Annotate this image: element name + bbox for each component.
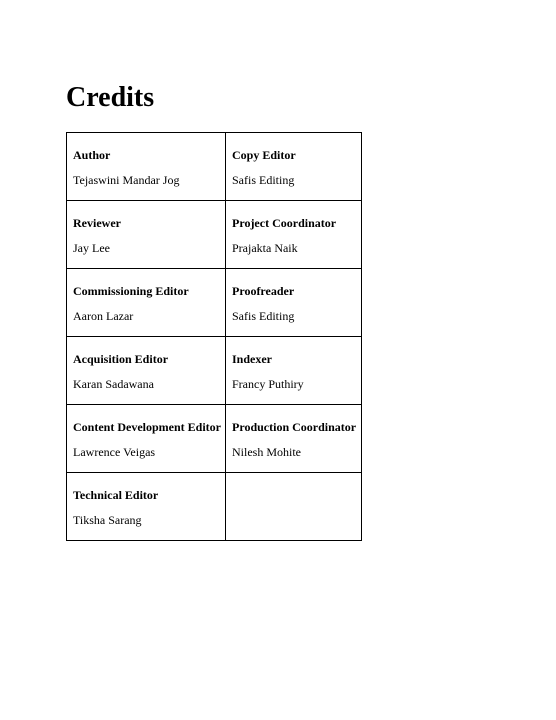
credit-name: Karan Sadawana	[73, 377, 154, 391]
credit-name: Tiksha Sarang	[73, 513, 142, 527]
table-row	[67, 133, 362, 201]
credit-cell	[67, 473, 226, 541]
table-row	[67, 269, 362, 337]
credit-role: Project Coordinator	[232, 216, 337, 230]
table-row	[67, 405, 362, 473]
credit-name: Prajakta Naik	[232, 241, 298, 255]
credit-cell	[67, 337, 226, 405]
credit-cell	[226, 201, 362, 269]
credit-name: Tejaswini Mandar Jog	[73, 173, 180, 187]
credit-name: Jay Lee	[73, 241, 110, 255]
empty-cell	[226, 473, 362, 541]
credit-cell	[226, 337, 362, 405]
page-title: Credits	[66, 82, 155, 113]
credit-role: Indexer	[232, 352, 272, 366]
table-row	[67, 201, 362, 269]
credit-cell	[226, 269, 362, 337]
credit-role: Copy Editor	[232, 148, 296, 162]
credit-role: Reviewer	[73, 216, 121, 230]
credit-role: Content Development Editor	[73, 420, 221, 434]
credit-cell	[67, 201, 226, 269]
credit-name: Safis Editing	[232, 309, 295, 323]
credit-role: Technical Editor	[73, 488, 159, 502]
credit-name: Francy Puthiry	[232, 377, 304, 391]
credit-role: Proofreader	[232, 284, 295, 298]
credit-role: Acquisition Editor	[73, 352, 169, 366]
credit-role: Commissioning Editor	[73, 284, 189, 298]
credit-cell	[67, 405, 226, 473]
credits-table	[66, 132, 362, 541]
credit-role: Production Coordinator	[232, 420, 357, 434]
credit-cell	[226, 133, 362, 201]
credit-cell	[67, 133, 226, 201]
credit-role: Author	[73, 148, 111, 162]
table-row	[67, 473, 362, 541]
credit-name: Safis Editing	[232, 173, 295, 187]
credit-name: Aaron Lazar	[73, 309, 134, 323]
credit-name: Lawrence Veigas	[73, 445, 156, 459]
table-row	[67, 337, 362, 405]
credit-name: Nilesh Mohite	[232, 445, 301, 459]
credit-cell	[67, 269, 226, 337]
credit-cell	[226, 405, 362, 473]
